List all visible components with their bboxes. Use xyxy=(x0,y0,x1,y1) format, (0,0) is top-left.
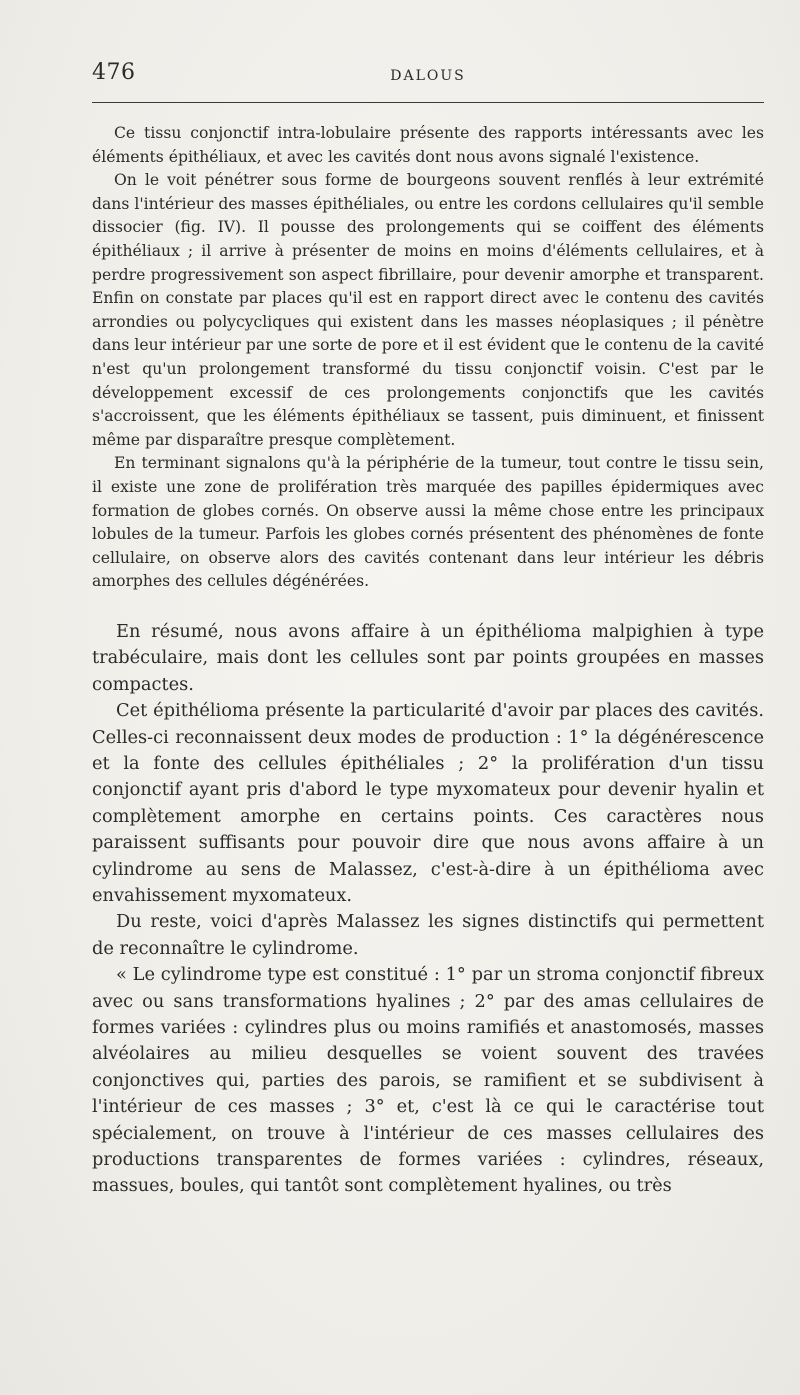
paragraph: Cet épithélioma présente la particularité d'avoir par places des cavités. Celles-ci reconnaissent deux modes de production : 1° la dégénérescence et la fonte des cellules épithéliales ; 2° la prolifération d'un tissu conjonctif ayant pris d'abord le type myxomateux pour devenir hyalin et complètement amorphe en certains points. Ces caractères nous paraissent suffisants pour pouvoir dire que nous avons affaire à un cylindrome au sens de Malassez, c'est-à-dire à un épithélioma avec envahissement myxomateux. xyxy=(92,700,764,906)
summary-section xyxy=(92,619,764,1200)
paragraph: En terminant signalons qu'à la périphérie de la tumeur, tout contre le tissu sein, il existe une zone de prolifération très marquée des papilles épidermiques avec formation de globes cornés. On observe aussi la même chose entre les principaux lobules de la tumeur. Parfois les globes cornés présentent des phénomènes de fonte cellulaire, on observe alors des cavités contenant dans leur intérieur les débris amorphes des cellules dégénérées. xyxy=(92,454,764,591)
page-number: 476 xyxy=(92,60,136,85)
paragraph: En résumé, nous avons affaire à un épithélioma malpighien à type trabéculaire, mais dont les cellules sont par points groupées en masses compactes. xyxy=(92,620,764,695)
header-rule xyxy=(92,102,764,103)
running-head: DALOUS xyxy=(390,68,466,84)
paragraph: On le voit pénétrer sous forme de bourgeons souvent renflés à leur extrémité dans l'intérieur des masses épithéliales, ou entre les cordons cellulaires qu'il semble dissocier (fig. IV). Il pousse des prolongements qui se coiffent des éléments épithéliaux ; il arrive à présenter de moins en moins d'éléments cellulaires, et à perdre progressivement son aspect fibrillaire, pour devenir amorphe et transparent. Enfin on constate par places qu'il est en rapport direct avec le contenu des cavités arrondies ou polycycliques qui existent dans les masses néoplasiques ; il pénètre dans leur intérieur par une sorte de pore et il est évident que le contenu de la cavité n'est qu'un prolongement transformé du tissu conjonctif voisin. C'est par le développement excessif de ces prolongements conjonctifs que les cavités s'accroissent, que les éléments épithéliaux se tassent, puis diminuent, et finissent même par disparaître presque complètement. xyxy=(92,171,764,449)
paragraph: Du reste, voici d'après Malassez les signes distinctifs qui permettent de reconnaître le cylindrome. xyxy=(92,911,764,959)
body-text xyxy=(92,122,764,1200)
paragraph: « Le cylindrome type est constitué : 1° par un stroma conjonctif fibreux avec ou sans transformations hyalines ; 2° par des amas cellulaires de formes variées : cylindres plus ou moins ramifiés et anastomosés, masses alvéolaires au milieu desquelles se voient souvent des travées conjonctives qui, parties des parois, se ramifient et se subdivisent à l'intérieur de ces masses ; 3° et, c'est là ce qui le caractérise tout spécialement, on trouve à l'intérieur de ces masses cellulaires des productions transparentes de formes variées : cylindres, réseaux, massues, boules, qui tantôt sont complètement hyalines, ou très xyxy=(92,964,764,1197)
small-print-section xyxy=(92,122,764,594)
page-header xyxy=(92,58,764,92)
paragraph: Ce tissu conjonctif intra-lobulaire présente des rapports intéressants avec les éléments épithéliaux, et avec les cavités dont nous avons signalé l'existence. xyxy=(92,124,764,166)
